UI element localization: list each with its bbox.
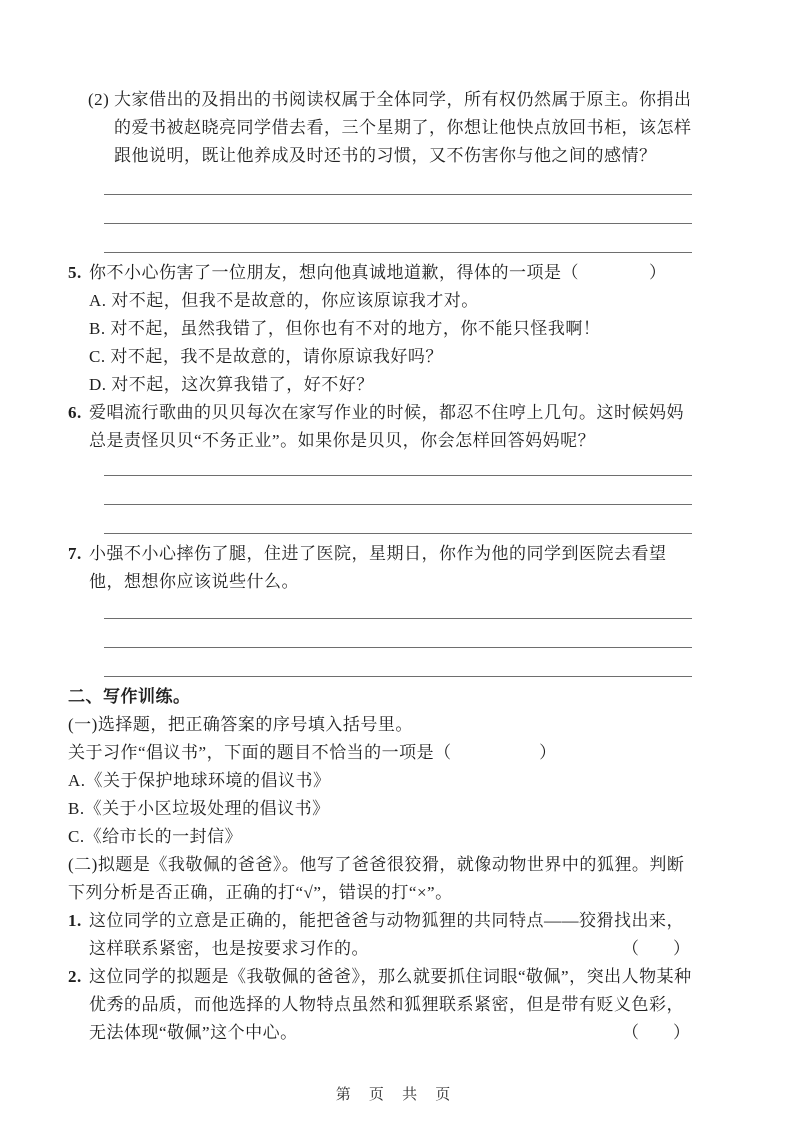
answer-writing-line: [104, 455, 692, 476]
judge-item-2-text: 这位同学的拟题是《我敬佩的爸爸》，那么就要抓住词眼“敬佩”，突出人物某种优秀的品质，而他选择的人物特点虽然和狐狸联系紧密，但是带有贬义色彩，无法体现“敬佩”这个中心。: [89, 967, 692, 1042]
judge-item-2-answer-blank: （ ）: [622, 1023, 690, 1042]
option-b: B. 对不起，虽然我错了，但你也有不对的地方，你不能只怪我啊！: [89, 319, 601, 338]
option-c: C.《给市长的一封信》: [68, 827, 243, 846]
page-footer: 第 页 共 页: [335, 1086, 458, 1103]
section-2-sub2-label: (二)拟题是《我敬佩的爸爸》。他写了爸爸很狡猾，就像动物世界中的狐狸。判断下列分析是否正确，正确的打“√”，错误的打“×”。: [68, 855, 685, 902]
question-6-number: 6.: [68, 403, 82, 422]
question-6-block: [68, 399, 692, 455]
section-2-sub1-label: (一)选择题，把正确答案的序号填入括号里。: [68, 715, 413, 734]
judge-item-1-text: 这位同学的立意是正确的，能把爸爸与动物狐狸的共同特点——狡猾找出来，这样联系紧密，也是按要求习作的。: [89, 911, 684, 958]
judge-item-2-number: 2.: [68, 967, 82, 986]
judge-item-1-number: 1.: [68, 911, 82, 930]
worksheet-content: [68, 86, 692, 1047]
question-5-text: 你不小心伤害了一位朋友，想向他真诚地道歉，得体的一项是（ ）: [89, 263, 667, 282]
question-2-block: [88, 86, 692, 170]
answer-writing-line: [104, 195, 692, 224]
answer-area-q7: [104, 596, 692, 677]
question-2-number: (2): [88, 90, 110, 109]
answer-writing-line: [104, 596, 692, 619]
judge-item-1: [68, 907, 692, 963]
section-2-sub1-question: 关于习作“倡议书”，下面的题目不恰当的一项是（ ）: [68, 743, 557, 762]
question-5-number: 5.: [68, 263, 82, 282]
answer-area-q6: [104, 455, 692, 534]
option-a: A.《关于保护地球环境的倡议书》: [68, 771, 331, 790]
answer-writing-line: [104, 619, 692, 648]
question-2-text: 大家借出的及捐出的书阅读权属于全体同学，所有权仍然属于原主。你捐出的爱书被赵晓亮同学借去看，三个星期了，你想让他快点放回书柜，该怎样跟他说明，既让他养成及时还书的习惯，又不伤害你与他之间的感情？: [114, 90, 692, 165]
question-5-options: [89, 287, 692, 399]
judge-item-1-answer-blank: （ ）: [622, 939, 690, 958]
option-d: D. 对不起，这次算我错了，好不好？: [89, 375, 374, 394]
section-2-sub1-options: [68, 767, 692, 851]
judge-item-2: [68, 963, 692, 1047]
question-5-block: [68, 259, 692, 287]
question-7-text: 小强不小心摔伤了腿，住进了医院，星期日，你作为他的同学到医院去看望他，想想你应该说些什么。: [89, 544, 667, 591]
answer-writing-line: [104, 170, 692, 195]
answer-writing-line: [104, 648, 692, 677]
answer-writing-line: [104, 476, 692, 505]
option-b: B.《关于小区垃圾处理的倡议书》: [68, 799, 330, 818]
question-6-text: 爱唱流行歌曲的贝贝每次在家写作业的时候，都忍不住哼上几句。这时候妈妈总是责怪贝贝“不务正业”。如果你是贝贝，你会怎样回答妈妈呢？: [89, 403, 684, 450]
answer-writing-line: [104, 224, 692, 253]
answer-area-q2: [104, 170, 692, 253]
option-c: C. 对不起，我不是故意的，请你原谅我好吗？: [89, 347, 443, 366]
option-a: A. 对不起，但我不是故意的，你应该原谅我才对。: [89, 291, 479, 310]
question-7-block: [68, 540, 692, 596]
section-2-heading: 二、写作训练。: [68, 687, 191, 706]
answer-writing-line: [104, 505, 692, 534]
question-7-number: 7.: [68, 544, 82, 563]
